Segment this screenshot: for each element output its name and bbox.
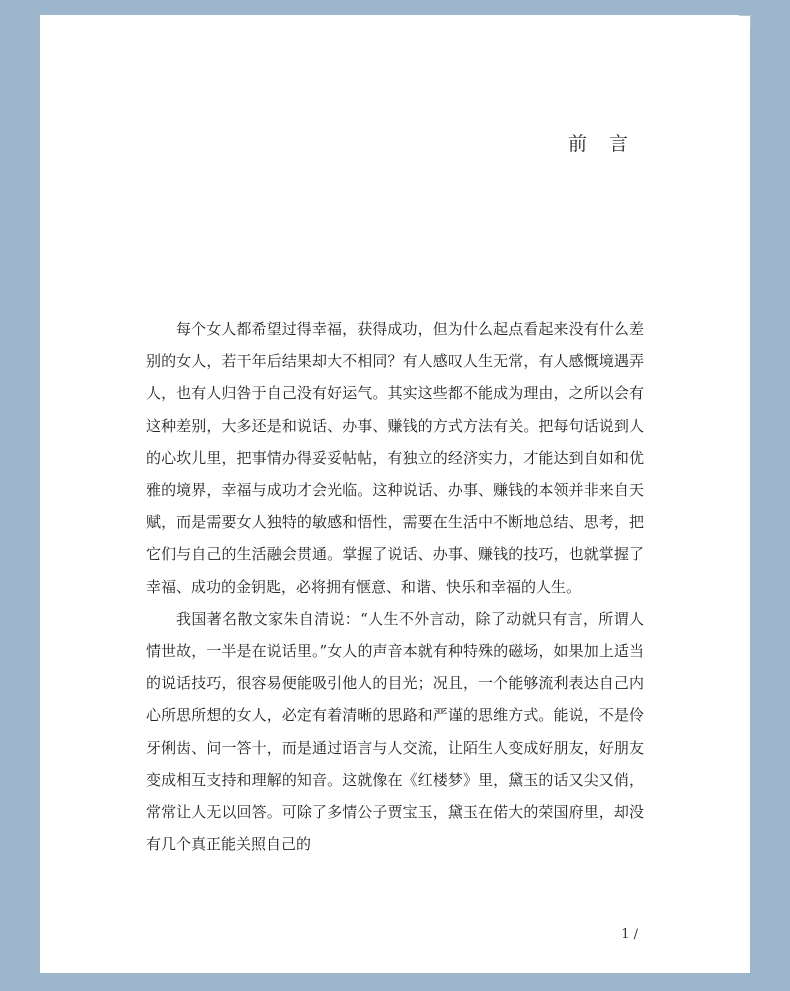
document-page	[40, 15, 750, 973]
body-text	[146, 313, 644, 860]
page-corner-mark	[739, 15, 751, 27]
paragraph-2: 我国著名散文家朱自清说：“人生不外言动，除了动就只有言，所谓人情世故，一半是在说话里。”女人的声音本就有种特殊的磁场，如果加上适当的说话技巧，很容易便能吸引他人的目光；况且，一个能够流利表达自己内心所思所想的女人，必定有着清晰的思路和严谨的思维方式。能说，不是伶牙俐齿、问一答十，而是通过语言与人交流，让陌生人变成好朋友，好朋友变成相互支持和理解的知音。这就像在《红楼梦》里，黛玉的话又尖又俏，常常让人无以回答。可除了多情公子贾宝玉，黛玉在偌大的荣国府里，却没有几个真正能关照自己的	[146, 609, 644, 854]
page-title: 前 言	[567, 133, 636, 155]
paragraph-1: 每个女人都希望过得幸福，获得成功，但为什么起点看起来没有什么差别的女人，若干年后结果却大不相同？有人感叹人生无常，有人感慨境遇弄人，也有人归咎于自己没有好运气。其实这些都不能成为理由，之所以会有这种差别，大多还是和说话、办事、赚钱的方式方法有关。把每句话说到人的心坎儿里，把事情办得妥妥帖帖，有独立的经济实力，才能达到自如和优雅的境界，幸福与成功才会光临。这种说话、办事、赚钱的本领并非来自天赋，而是需要女人独特的敏感和悟性，需要在生活中不断地总结、思考，把它们与自己的生活融会贯通。掌握了说话、办事、赚钱的技巧，也就掌握了幸福、成功的金钥匙，必将拥有惬意、和谐、快乐和幸福的人生。	[146, 320, 644, 596]
page-number: 1 /	[621, 927, 638, 942]
